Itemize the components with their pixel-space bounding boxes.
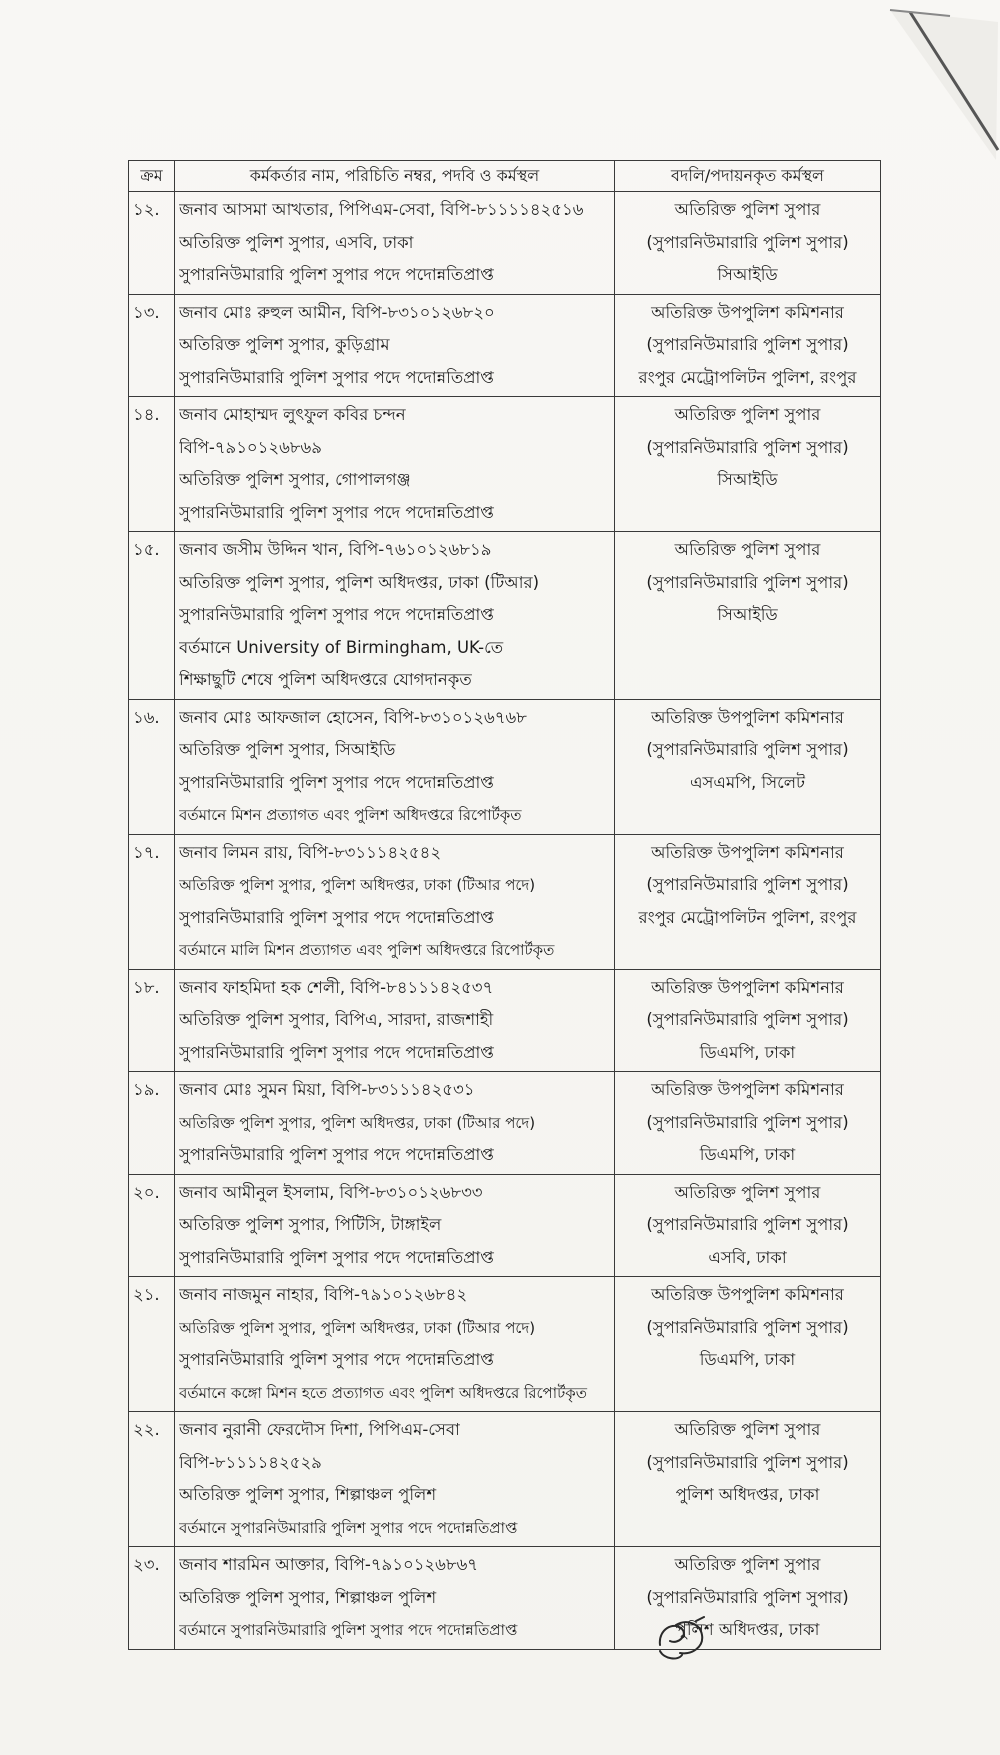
officer-details-cell — [175, 192, 615, 295]
officer-details-line: বর্তমানে মিশন প্রত্যাগত এবং পুলিশ অধিদপ্তরে রিপোর্টকৃত — [179, 806, 522, 824]
row-serial: ২১. — [129, 1277, 175, 1412]
row-serial: ২২. — [129, 1412, 175, 1547]
officer-details-line: বিপি-৭৯১০১২৬৮৬৯ — [179, 437, 322, 457]
row-serial: ২৩. — [129, 1547, 175, 1650]
header-serial: ক্রম — [129, 161, 175, 192]
posting-place-line: সিআইডি — [717, 605, 778, 624]
officer-details-cell — [175, 1072, 615, 1175]
officer-details-cell — [175, 1277, 615, 1412]
officer-details-line: সুপারনিউমারারি পুলিশ সুপার পদে পদোন্নতিপ্রাপ্ত — [179, 907, 494, 927]
posting-place-line: (সুপারনিউমারারি পুলিশ সুপার) — [646, 1587, 849, 1607]
posting-place-cell — [615, 192, 881, 295]
officer-details-line: অতিরিক্ত পুলিশ সুপার, সিআইডি — [179, 740, 396, 759]
table-row — [129, 1174, 881, 1277]
officer-details-cell — [175, 1412, 615, 1547]
table-row — [129, 699, 881, 834]
table-row — [129, 1277, 881, 1412]
table-row — [129, 1412, 881, 1547]
officer-details-line: জনাব লিমন রায়, বিপি-৮৩১১১৪২৫৪২ — [179, 842, 442, 862]
officer-details-line: জনাব ফাহমিদা হক শেলী, বিপি-৮৪১১১৪২৫৩৭ — [179, 977, 494, 997]
officer-details-line: শিক্ষাছুটি শেষে পুলিশ অধিদপ্তরে যোগদানকৃত — [179, 670, 472, 689]
posting-place-line: অতিরিক্ত উপপুলিশ কমিশনার — [651, 707, 844, 727]
posting-place-line: (সুপারনিউমারারি পুলিশ সুপার) — [646, 1112, 849, 1132]
posting-place-line: ডিএমপি, ঢাকা — [699, 1042, 796, 1062]
officer-details-line: বর্তমানে সুপারনিউমারারি পুলিশ সুপার পদে পদোন্নতিপ্রাপ্ত — [179, 1621, 518, 1639]
officer-details-line: অতিরিক্ত পুলিশ সুপার, শিল্পাঞ্চল পুলিশ — [179, 1485, 437, 1504]
officer-details-cell — [175, 1174, 615, 1277]
officer-details-line: সুপারনিউমারারি পুলিশ সুপার পদে পদোন্নতিপ্রাপ্ত — [179, 605, 494, 624]
row-serial: ২০. — [129, 1174, 175, 1277]
row-serial: ১৯. — [129, 1072, 175, 1175]
row-serial: ১৩. — [129, 294, 175, 397]
posting-place-line: পুলিশ অধিদপ্তর, ঢাকা — [675, 1485, 820, 1504]
officer-details-line: জনাব শারমিন আক্তার, বিপি-৭৯১০১২৬৮৬৭ — [179, 1555, 479, 1574]
officer-details-line: অতিরিক্ত পুলিশ সুপার, পুলিশ অধিদপ্তর, ঢাকা (টিআর) — [179, 572, 540, 592]
posting-place-line: (সুপারনিউমারারি পুলিশ সুপার) — [646, 875, 849, 894]
officer-details-cell — [175, 294, 615, 397]
posting-place-cell — [615, 699, 881, 834]
posting-place-line: (সুপারনিউমারারি পুলিশ সুপার) — [646, 437, 849, 457]
row-serial: ১৭. — [129, 834, 175, 969]
officer-details-line: সুপারনিউমারারি পুলিশ সুপার পদে পদোন্নতিপ্রাপ্ত — [179, 1350, 494, 1369]
table-body — [129, 192, 881, 1650]
table-header-row — [129, 161, 881, 192]
officer-details-line: অতিরিক্ত পুলিশ সুপার, বিপিএ, সারদা, রাজশাহী — [179, 1010, 494, 1029]
posting-place-line: ডিএমপি, ঢাকা — [699, 1350, 796, 1369]
posting-place-line: (সুপারনিউমারারি পুলিশ সুপার) — [646, 740, 849, 759]
posting-place-cell — [615, 1277, 881, 1412]
officer-details-line: অতিরিক্ত পুলিশ সুপার, পুলিশ অধিদপ্তর, ঢাকা (টিআর পদে) — [179, 1113, 536, 1132]
officer-details-line: সুপারনিউমারারি পুলিশ সুপার পদে পদোন্নতিপ্রাপ্ত — [179, 1145, 494, 1164]
officer-details-cell — [175, 532, 615, 700]
table-row — [129, 192, 881, 295]
posting-place-line: (সুপারনিউমারারি পুলিশ সুপার) — [646, 1215, 849, 1234]
posting-place-line: অতিরিক্ত উপপুলিশ কমিশনার — [651, 1080, 844, 1099]
officer-details-cell — [175, 699, 615, 834]
row-serial: ১৬. — [129, 699, 175, 834]
posting-place-line: সিআইডি — [717, 265, 778, 284]
officer-details-line: সুপারনিউমারারি পুলিশ সুপার পদে পদোন্নতিপ্রাপ্ত — [179, 1247, 494, 1267]
page-corner-fold — [870, 0, 1000, 170]
posting-place-line: (সুপারনিউমারারি পুলিশ সুপার) — [646, 572, 849, 592]
posting-place-line: (সুপারনিউমারারি পুলিশ সুপার) — [646, 1317, 849, 1337]
posting-place-line: (সুপারনিউমারারি পুলিশ সুপার) — [646, 335, 849, 354]
posting-place-cell — [615, 1072, 881, 1175]
officer-details-line: অতিরিক্ত পুলিশ সুপার, পিটিসি, টাঙ্গাইল — [179, 1215, 442, 1234]
row-serial: ১৮. — [129, 969, 175, 1072]
officer-details-line: অতিরিক্ত পুলিশ সুপার, শিল্পাঞ্চল পুলিশ — [179, 1587, 437, 1607]
initial-signature — [652, 1615, 712, 1665]
table-row — [129, 834, 881, 969]
posting-place-line: ডিএমপি, ঢাকা — [699, 1145, 796, 1164]
posting-place-line: অতিরিক্ত উপপুলিশ কমিশনার — [651, 1285, 844, 1304]
officer-details-line: জনাব মোঃ আফজাল হোসেন, বিপি-৮৩১০১২৬৭৬৮ — [179, 707, 527, 727]
posting-place-cell — [615, 1412, 881, 1547]
officer-details-line: সুপারনিউমারারি পুলিশ সুপার পদে পদোন্নতিপ্রাপ্ত — [179, 772, 494, 792]
officer-details-line: জনাব আমীনুল ইসলাম, বিপি-৮৩১০১২৬৮৩৩ — [179, 1182, 483, 1202]
posting-place-line: (সুপারনিউমারারি পুলিশ সুপার) — [646, 232, 849, 252]
officer-details-line: অতিরিক্ত পুলিশ সুপার, গোপালগঞ্জ — [179, 470, 411, 489]
officer-details-line: অতিরিক্ত পুলিশ সুপার, এসবি, ঢাকা — [179, 232, 414, 252]
officer-details-line: বিপি-৮১১১১৪২৫২৯ — [179, 1452, 322, 1472]
officer-details-line: সুপারনিউমারারি পুলিশ সুপার পদে পদোন্নতিপ্রাপ্ত — [179, 502, 494, 522]
posting-place-line: সিআইডি — [717, 470, 778, 489]
posting-place-line: পুলিশ অধিদপ্তর, ঢাকা — [675, 1620, 820, 1639]
posting-place-cell — [615, 397, 881, 532]
officer-details-line: বর্তমানে মালি মিশন প্রত্যাগত এবং পুলিশ অধিদপ্তরে রিপোর্টকৃত — [179, 941, 555, 959]
row-serial: ১৪. — [129, 397, 175, 532]
officer-details-line: অতিরিক্ত পুলিশ সুপার, পুলিশ অধিদপ্তর, ঢাকা (টিআর পদে) — [179, 876, 536, 894]
officer-details-line: জনাব মোঃ সুমন মিয়া, বিপি-৮৩১১১৪২৫৩১ — [179, 1080, 475, 1099]
posting-place-line: অতিরিক্ত উপপুলিশ কমিশনার — [651, 302, 844, 322]
officer-details-line: সুপারনিউমারারি পুলিশ সুপার পদে পদোন্নতিপ্রাপ্ত — [179, 367, 494, 387]
posting-place-line: এসএমপি, সিলেট — [689, 772, 806, 792]
officer-details-line: জনাব নুরানী ফেরদৌস দিশা, পিপিএম-সেবা — [179, 1420, 460, 1439]
posting-place-cell — [615, 834, 881, 969]
officer-details-line: বর্তমানে University of Birmingham, UK-তে — [179, 637, 504, 657]
officer-details-line: অতিরিক্ত পুলিশ সুপার, পুলিশ অধিদপ্তর, ঢাকা (টিআর পদে) — [179, 1318, 536, 1337]
table-row — [129, 1072, 881, 1175]
posting-place-cell — [615, 532, 881, 700]
posting-place-line: অতিরিক্ত উপপুলিশ কমিশনার — [651, 977, 844, 997]
officer-details-line: বর্তমানে কঙ্গো মিশন হতে প্রত্যাগত এবং পুলিশ অধিদপ্তরে রিপোর্টকৃত — [179, 1383, 588, 1402]
row-serial: ১২. — [129, 192, 175, 295]
officer-details-line: বর্তমানে সুপারনিউমারারি পুলিশ সুপার পদে পদোন্নতিপ্রাপ্ত — [179, 1518, 518, 1537]
posting-place-line: অতিরিক্ত পুলিশ সুপার — [674, 405, 821, 424]
table-row — [129, 969, 881, 1072]
row-serial: ১৫. — [129, 532, 175, 700]
posting-place-line: রংপুর মেট্রোপলিটন পুলিশ, রংপুর — [638, 367, 857, 387]
officer-details-line: অতিরিক্ত পুলিশ সুপার, কুড়িগ্রাম — [179, 335, 390, 354]
posting-place-line: এসবি, ঢাকা — [708, 1247, 787, 1267]
table-row — [129, 397, 881, 532]
table-row — [129, 532, 881, 700]
officer-details-line: জনাব আসমা আখতার, পিপিএম-সেবা, বিপি-৮১১১১৪২৫১৬ — [179, 200, 584, 219]
header-officer-details: কর্মকর্তার নাম, পরিচিতি নম্বর, পদবি ও কর্মস্থল — [175, 161, 615, 192]
posting-place-line: রংপুর মেট্রোপলিটন পুলিশ, রংপুর — [638, 907, 857, 927]
table-row — [129, 1547, 881, 1650]
officer-details-line: জনাব নাজমুন নাহার, বিপি-৭৯১০১২৬৮৪২ — [179, 1285, 468, 1304]
posting-place-line: অতিরিক্ত পুলিশ সুপার — [674, 1420, 821, 1439]
posting-place-cell — [615, 1174, 881, 1277]
posting-place-line: অতিরিক্ত পুলিশ সুপার — [674, 200, 821, 219]
posting-place-cell — [615, 294, 881, 397]
header-posting-place: বদলি/পদায়নকৃত কর্মস্থল — [615, 161, 881, 192]
posting-place-line: (সুপারনিউমারারি পুলিশ সুপার) — [646, 1452, 849, 1472]
officer-details-line: জনাব মোহাম্মদ লুৎফুল কবির চন্দন — [179, 405, 406, 424]
officer-details-cell — [175, 397, 615, 532]
officer-details-line: সুপারনিউমারারি পুলিশ সুপার পদে পদোন্নতিপ্রাপ্ত — [179, 265, 494, 284]
transfer-posting-table — [128, 160, 881, 1650]
posting-place-line: (সুপারনিউমারারি পুলিশ সুপার) — [646, 1010, 849, 1029]
posting-place-line: অতিরিক্ত উপপুলিশ কমিশনার — [651, 842, 844, 862]
officer-details-cell — [175, 1547, 615, 1650]
officer-details-line: সুপারনিউমারারি পুলিশ সুপার পদে পদোন্নতিপ্রাপ্ত — [179, 1042, 494, 1062]
officer-details-line: জনাব জসীম উদ্দিন খান, বিপি-৭৬১০১২৬৮১৯ — [179, 540, 492, 559]
posting-place-line: অতিরিক্ত পুলিশ সুপার — [674, 540, 821, 559]
posting-place-line: অতিরিক্ত পুলিশ সুপার — [674, 1182, 821, 1202]
posting-place-line: অতিরিক্ত পুলিশ সুপার — [674, 1555, 821, 1574]
table-row — [129, 294, 881, 397]
officer-details-cell — [175, 834, 615, 969]
officer-details-line: জনাব মোঃ রুহুল আমীন, বিপি-৮৩১০১২৬৮২০ — [179, 302, 495, 322]
officer-details-cell — [175, 969, 615, 1072]
posting-place-cell — [615, 969, 881, 1072]
